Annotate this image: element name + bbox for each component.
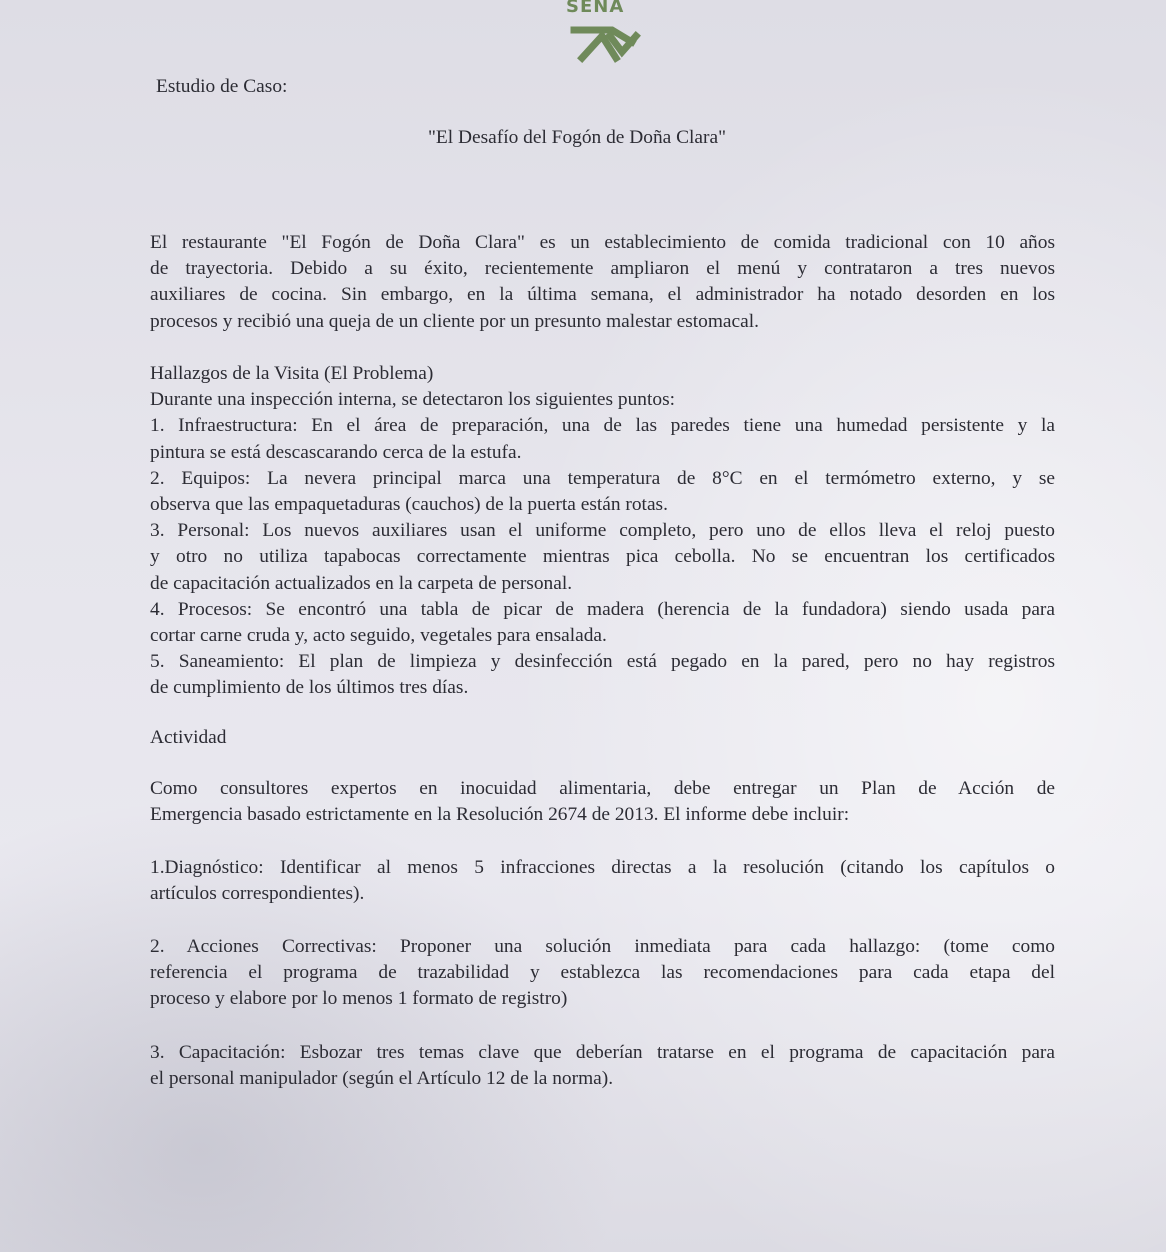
finding-line: de cumplimiento de los últimos tres días. <box>150 677 469 699</box>
finding-line: 2. Equipos: La nevera principal marca una temperatura de 8°C en el termómetro externo, y se <box>150 467 1055 489</box>
finding-line: observa que las empaquetaduras (cauchos) de la puerta están rotas. <box>150 494 668 516</box>
intro-line: El restaurante "El Fogón de Doña Clara" es un establecimiento de comida tradicional con 10 años <box>150 232 1055 253</box>
finding-line: pintura se está descascarando cerca de la estufa. <box>150 441 522 463</box>
finding-line: 5. Saneamiento: El plan de limpieza y desinfección está pegado en la pared, pero no hay registros <box>150 651 1055 673</box>
sena-logo-icon <box>560 0 660 64</box>
activity-intro <box>150 776 1055 828</box>
sena-logo <box>560 0 660 64</box>
finding-line: y otro no utiliza tapabocas correctamente mientras pica cebolla. No se encuentran los certificados <box>150 546 1055 568</box>
logo-text: SENA <box>566 0 625 17</box>
activity-heading: Actividad <box>150 727 227 748</box>
finding-line: cortar carne cruda y, acto seguido, vegetales para ensalada. <box>150 625 607 647</box>
intro-paragraph <box>150 230 1055 335</box>
finding-line: 1. Infraestructura: En el área de preparación, una de las paredes tiene una humedad persistente y la <box>150 415 1055 437</box>
intro-line: de trayectoria. Debido a su éxito, recientemente ampliaron el menú y contrataron a tres nuevos <box>150 258 1055 280</box>
activity-item-line: el personal manipulador (según el Artículo 12 de la norma). <box>150 1068 614 1090</box>
activity-item-acciones <box>150 934 1055 1013</box>
activity-item-line: referencia el programa de trazabilidad y establezca las recomendaciones para cada etapa del <box>150 962 1055 984</box>
activity-item-line: 3. Capacitación: Esbozar tres temas clave que deberían tratarse en el programa de capacitación para <box>150 1042 1055 1063</box>
intro-line: procesos y recibió una queja de un cliente por un presunto malestar estomacal. <box>150 310 759 332</box>
findings-heading: Hallazgos de la Visita (El Problema) <box>150 363 434 384</box>
activity-intro-line: Emergencia basado estrictamente en la Resolución 2674 de 2013. El informe debe incluir: <box>150 804 850 826</box>
case-study-title: "El Desafío del Fogón de Doña Clara" <box>428 127 726 148</box>
activity-item-line: proceso y elabore por lo menos 1 formato de registro) <box>150 988 568 1010</box>
finding-line: 4. Procesos: Se encontró una tabla de picar de madera (herencia de la fundadora) siendo usada para <box>150 598 1055 620</box>
activity-item-line: 2. Acciones Correctivas: Proponer una solución inmediata para cada hallazgo: (tome como <box>150 936 1055 957</box>
activity-heading-block <box>150 725 1055 751</box>
findings-section <box>150 361 1055 702</box>
activity-item-line: artículos correspondientes). <box>150 883 365 905</box>
intro-line: auxiliares de cocina. Sin embargo, en la última semana, el administrador ha notado desorden en los <box>150 284 1055 306</box>
activity-item-line: 1.Diagnóstico: Identificar al menos 5 infracciones directas a la resolución (citando los capítulos o <box>150 857 1055 878</box>
activity-item-capacitacion <box>150 1040 1055 1092</box>
finding-line: de capacitación actualizados en la carpeta de personal. <box>150 572 573 594</box>
activity-intro-line: Como consultores expertos en inocuidad alimentaria, debe entregar un Plan de Acción de <box>150 778 1055 799</box>
findings-lead: Durante una inspección interna, se detectaron los siguientes puntos: <box>150 389 676 411</box>
finding-line: 3. Personal: Los nuevos auxiliares usan el uniforme completo, pero uno de ellos lleva el reloj puesto <box>150 520 1055 542</box>
case-study-heading: Estudio de Caso: <box>156 76 288 97</box>
activity-item-diagnostico <box>150 855 1055 907</box>
